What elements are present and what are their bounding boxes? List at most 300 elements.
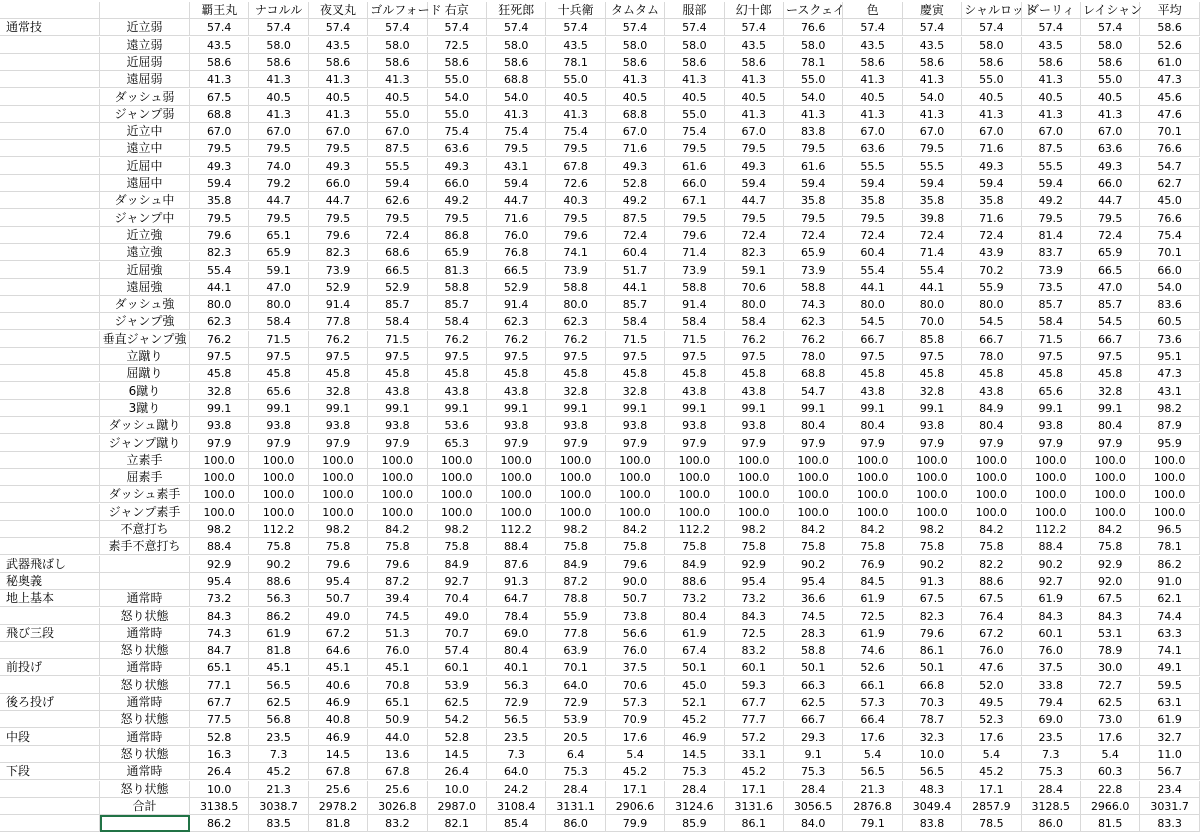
value-cell[interactable]: 49.0: [309, 608, 368, 625]
value-cell[interactable]: 3026.8: [368, 798, 427, 815]
value-cell[interactable]: 74.1: [546, 244, 605, 261]
value-cell[interactable]: 87.9: [1140, 417, 1199, 434]
value-cell[interactable]: 100.0: [1022, 452, 1081, 469]
value-cell[interactable]: 93.8: [309, 417, 368, 434]
value-cell[interactable]: 50.1: [665, 659, 724, 676]
value-cell[interactable]: 44.7: [487, 192, 546, 209]
subcategory-cell[interactable]: 近屈強: [100, 262, 190, 279]
value-cell[interactable]: 66.7: [784, 711, 843, 728]
value-cell[interactable]: 99.1: [368, 400, 427, 417]
category-cell[interactable]: [0, 642, 100, 659]
value-cell[interactable]: 60.3: [1081, 763, 1140, 780]
value-cell[interactable]: 85.7: [1081, 296, 1140, 313]
subcategory-cell[interactable]: 怒り状態: [100, 781, 190, 798]
value-cell[interactable]: 100.0: [725, 469, 784, 486]
value-cell[interactable]: 45.2: [962, 763, 1021, 780]
value-cell[interactable]: 72.4: [843, 227, 902, 244]
value-cell[interactable]: 65.1: [190, 659, 249, 676]
value-cell[interactable]: 78.8: [546, 590, 605, 607]
value-cell[interactable]: 58.6: [606, 54, 665, 71]
value-cell[interactable]: 80.4: [843, 417, 902, 434]
value-cell[interactable]: 75.3: [784, 763, 843, 780]
value-cell[interactable]: 62.1: [1140, 590, 1199, 607]
value-cell[interactable]: 41.3: [725, 106, 784, 123]
value-cell[interactable]: 67.0: [309, 123, 368, 140]
value-cell[interactable]: 79.5: [665, 210, 724, 227]
subcategory-cell[interactable]: 遠屈中: [100, 175, 190, 192]
value-cell[interactable]: 100.0: [725, 504, 784, 521]
value-cell[interactable]: 97.9: [725, 435, 784, 452]
value-cell[interactable]: 2966.0: [1081, 798, 1140, 815]
value-cell[interactable]: 59.4: [725, 175, 784, 192]
value-cell[interactable]: 60.4: [843, 244, 902, 261]
value-cell[interactable]: 100.0: [843, 469, 902, 486]
value-cell[interactable]: 83.2: [725, 642, 784, 659]
value-cell[interactable]: 45.8: [428, 365, 487, 382]
value-cell[interactable]: 62.3: [487, 313, 546, 330]
value-cell[interactable]: 57.3: [606, 694, 665, 711]
value-cell[interactable]: 44.1: [606, 279, 665, 296]
value-cell[interactable]: 75.4: [546, 123, 605, 140]
value-cell[interactable]: 40.5: [725, 89, 784, 106]
value-cell[interactable]: 50.1: [903, 659, 962, 676]
value-cell[interactable]: 66.7: [843, 331, 902, 348]
value-cell[interactable]: 35.8: [843, 192, 902, 209]
value-cell[interactable]: 24.2: [487, 781, 546, 798]
category-cell[interactable]: [0, 158, 100, 175]
value-cell[interactable]: 3124.6: [665, 798, 724, 815]
value-cell[interactable]: 61.9: [249, 625, 308, 642]
value-cell[interactable]: 80.4: [962, 417, 1021, 434]
value-cell[interactable]: 57.4: [309, 19, 368, 36]
value-cell[interactable]: 84.5: [843, 573, 902, 590]
value-cell[interactable]: 33.8: [1022, 677, 1081, 694]
value-cell[interactable]: 41.3: [309, 71, 368, 88]
value-cell[interactable]: 71.5: [606, 331, 665, 348]
value-cell[interactable]: 75.8: [1081, 538, 1140, 555]
value-cell[interactable]: 21.3: [249, 781, 308, 798]
value-cell[interactable]: 75.8: [309, 538, 368, 555]
value-cell[interactable]: 65.9: [428, 244, 487, 261]
value-cell[interactable]: 100.0: [190, 486, 249, 503]
value-cell[interactable]: 58.6: [1022, 54, 1081, 71]
value-cell[interactable]: 73.0: [1081, 711, 1140, 728]
value-cell[interactable]: 32.8: [190, 383, 249, 400]
value-cell[interactable]: 35.8: [903, 192, 962, 209]
value-cell[interactable]: 82.3: [903, 608, 962, 625]
value-cell[interactable]: 66.4: [843, 711, 902, 728]
value-cell[interactable]: 67.2: [309, 625, 368, 642]
value-cell[interactable]: 17.1: [606, 781, 665, 798]
value-cell[interactable]: 73.9: [309, 262, 368, 279]
value-cell[interactable]: 43.8: [428, 383, 487, 400]
value-cell[interactable]: 57.4: [249, 19, 308, 36]
value-cell[interactable]: 59.4: [903, 175, 962, 192]
category-cell[interactable]: [0, 348, 100, 365]
value-cell[interactable]: 45.8: [606, 365, 665, 382]
value-cell[interactable]: 28.3: [784, 625, 843, 642]
value-cell[interactable]: 100.0: [725, 452, 784, 469]
value-cell[interactable]: 97.9: [487, 435, 546, 452]
value-cell[interactable]: 97.5: [843, 348, 902, 365]
value-cell[interactable]: 100.0: [1081, 452, 1140, 469]
subcategory-cell[interactable]: ダッシュ強: [100, 296, 190, 313]
subcategory-cell[interactable]: 遠屈強: [100, 279, 190, 296]
value-cell[interactable]: 45.8: [249, 365, 308, 382]
value-cell[interactable]: 58.6: [962, 54, 1021, 71]
value-cell[interactable]: 17.6: [962, 729, 1021, 746]
value-cell[interactable]: 17.1: [725, 781, 784, 798]
value-cell[interactable]: 100.0: [665, 469, 724, 486]
value-cell[interactable]: 66.5: [1081, 262, 1140, 279]
value-cell[interactable]: 99.1: [903, 400, 962, 417]
value-cell[interactable]: 93.8: [903, 417, 962, 434]
value-cell[interactable]: 81.8: [309, 815, 368, 832]
value-cell[interactable]: 80.0: [249, 296, 308, 313]
value-cell[interactable]: 100.0: [1022, 469, 1081, 486]
value-cell[interactable]: 79.6: [903, 625, 962, 642]
value-cell[interactable]: 55.4: [843, 262, 902, 279]
value-cell[interactable]: 98.2: [546, 521, 605, 538]
value-cell[interactable]: 72.9: [546, 694, 605, 711]
value-cell[interactable]: 52.1: [665, 694, 724, 711]
value-cell[interactable]: 79.6: [309, 556, 368, 573]
value-cell[interactable]: 48.3: [903, 781, 962, 798]
category-cell[interactable]: [0, 608, 100, 625]
value-cell[interactable]: 56.5: [249, 677, 308, 694]
value-cell[interactable]: 40.5: [1022, 89, 1081, 106]
value-cell[interactable]: 100.0: [1140, 452, 1199, 469]
value-cell[interactable]: 67.0: [843, 123, 902, 140]
value-cell[interactable]: 92.9: [190, 556, 249, 573]
value-cell[interactable]: 3108.4: [487, 798, 546, 815]
category-cell[interactable]: [0, 711, 100, 728]
value-cell[interactable]: 58.4: [249, 313, 308, 330]
value-cell[interactable]: 66.3: [784, 677, 843, 694]
value-cell[interactable]: 74.4: [1140, 608, 1199, 625]
value-cell[interactable]: 80.4: [784, 417, 843, 434]
value-cell[interactable]: 67.0: [725, 123, 784, 140]
value-cell[interactable]: 20.5: [546, 729, 605, 746]
value-cell[interactable]: 75.8: [665, 538, 724, 555]
value-cell[interactable]: 3138.5: [190, 798, 249, 815]
value-cell[interactable]: 52.6: [1140, 37, 1199, 54]
value-cell[interactable]: 80.0: [843, 296, 902, 313]
value-cell[interactable]: 43.5: [843, 37, 902, 54]
value-cell[interactable]: 56.3: [487, 677, 546, 694]
value-cell[interactable]: 100.0: [903, 486, 962, 503]
value-cell[interactable]: 74.3: [784, 296, 843, 313]
subcategory-cell[interactable]: ジャンプ弱: [100, 106, 190, 123]
subcategory-cell[interactable]: ダッシュ蹴り: [100, 417, 190, 434]
value-cell[interactable]: 69.0: [487, 625, 546, 642]
value-cell[interactable]: 52.6: [843, 659, 902, 676]
value-cell[interactable]: 75.8: [725, 538, 784, 555]
value-cell[interactable]: 100.0: [249, 452, 308, 469]
value-cell[interactable]: 100.0: [546, 486, 605, 503]
value-cell[interactable]: 39.4: [368, 590, 427, 607]
value-cell[interactable]: 49.5: [962, 694, 1021, 711]
value-cell[interactable]: 81.4: [1022, 227, 1081, 244]
value-cell[interactable]: 58.8: [784, 642, 843, 659]
value-cell[interactable]: 41.3: [784, 106, 843, 123]
value-cell[interactable]: 56.6: [606, 625, 665, 642]
value-cell[interactable]: 100.0: [1140, 469, 1199, 486]
value-cell[interactable]: 59.4: [190, 175, 249, 192]
value-cell[interactable]: 55.4: [903, 262, 962, 279]
value-cell[interactable]: 58.6: [190, 54, 249, 71]
value-cell[interactable]: 57.4: [725, 19, 784, 36]
value-cell[interactable]: 62.5: [1081, 694, 1140, 711]
value-cell[interactable]: 87.5: [606, 210, 665, 227]
value-cell[interactable]: 76.2: [487, 331, 546, 348]
value-cell[interactable]: 97.5: [309, 348, 368, 365]
value-cell[interactable]: 100.0: [249, 486, 308, 503]
value-cell[interactable]: 58.6: [249, 54, 308, 71]
value-cell[interactable]: 37.5: [1022, 659, 1081, 676]
value-cell[interactable]: 90.0: [606, 573, 665, 590]
value-cell[interactable]: 28.4: [546, 781, 605, 798]
value-cell[interactable]: 41.3: [843, 106, 902, 123]
value-cell[interactable]: 32.8: [546, 383, 605, 400]
value-cell[interactable]: 32.8: [309, 383, 368, 400]
value-cell[interactable]: 58.0: [1081, 37, 1140, 54]
value-cell[interactable]: 72.5: [725, 625, 784, 642]
value-cell[interactable]: 61.9: [665, 625, 724, 642]
value-cell[interactable]: 65.3: [428, 435, 487, 452]
value-cell[interactable]: 50.7: [309, 590, 368, 607]
value-cell[interactable]: 76.2: [428, 331, 487, 348]
value-cell[interactable]: 100.0: [428, 504, 487, 521]
value-cell[interactable]: 47.6: [962, 659, 1021, 676]
category-cell[interactable]: [0, 210, 100, 227]
value-cell[interactable]: 40.5: [606, 89, 665, 106]
value-cell[interactable]: 32.8: [1081, 383, 1140, 400]
value-cell[interactable]: 41.3: [1022, 106, 1081, 123]
value-cell[interactable]: 79.5: [725, 210, 784, 227]
value-cell[interactable]: 54.7: [1140, 158, 1199, 175]
value-cell[interactable]: 77.7: [725, 711, 784, 728]
subcategory-cell[interactable]: [100, 573, 190, 590]
value-cell[interactable]: 65.6: [1022, 383, 1081, 400]
value-cell[interactable]: 71.4: [903, 244, 962, 261]
value-cell[interactable]: 56.7: [1140, 763, 1199, 780]
value-cell[interactable]: 100.0: [843, 452, 902, 469]
value-cell[interactable]: 68.8: [784, 365, 843, 382]
value-cell[interactable]: 52.8: [606, 175, 665, 192]
value-cell[interactable]: 97.9: [190, 435, 249, 452]
value-cell[interactable]: 87.6: [487, 556, 546, 573]
value-cell[interactable]: 59.1: [725, 262, 784, 279]
value-cell[interactable]: 76.2: [190, 331, 249, 348]
value-cell[interactable]: 100.0: [962, 452, 1021, 469]
value-cell[interactable]: 71.5: [249, 331, 308, 348]
value-cell[interactable]: 10.0: [428, 781, 487, 798]
value-cell[interactable]: 55.5: [843, 158, 902, 175]
value-cell[interactable]: 96.5: [1140, 521, 1199, 538]
value-cell[interactable]: 100.0: [309, 486, 368, 503]
value-cell[interactable]: 88.6: [962, 573, 1021, 590]
value-cell[interactable]: 79.4: [1022, 694, 1081, 711]
value-cell[interactable]: 73.6: [1140, 331, 1199, 348]
header-cell[interactable]: 狂死郎: [487, 2, 546, 19]
value-cell[interactable]: 112.2: [487, 521, 546, 538]
value-cell[interactable]: 39.8: [903, 210, 962, 227]
value-cell[interactable]: 88.6: [665, 573, 724, 590]
value-cell[interactable]: 25.6: [309, 781, 368, 798]
value-cell[interactable]: 93.8: [665, 417, 724, 434]
category-cell[interactable]: 秘奥義: [0, 573, 100, 590]
value-cell[interactable]: 77.5: [190, 711, 249, 728]
value-cell[interactable]: 74.1: [1140, 642, 1199, 659]
value-cell[interactable]: 97.5: [903, 348, 962, 365]
value-cell[interactable]: 21.3: [843, 781, 902, 798]
subcategory-cell[interactable]: 怒り状態: [100, 608, 190, 625]
value-cell[interactable]: 40.5: [665, 89, 724, 106]
value-cell[interactable]: 62.6: [368, 192, 427, 209]
value-cell[interactable]: 100.0: [1140, 504, 1199, 521]
value-cell[interactable]: 54.0: [1140, 279, 1199, 296]
value-cell[interactable]: 55.5: [1022, 158, 1081, 175]
value-cell[interactable]: 100.0: [428, 486, 487, 503]
value-cell[interactable]: 62.5: [249, 694, 308, 711]
value-cell[interactable]: 40.3: [546, 192, 605, 209]
value-cell[interactable]: 59.3: [725, 677, 784, 694]
value-cell[interactable]: 84.3: [190, 608, 249, 625]
value-cell[interactable]: 26.4: [190, 763, 249, 780]
value-cell[interactable]: 100.0: [962, 486, 1021, 503]
value-cell[interactable]: 58.4: [368, 313, 427, 330]
value-cell[interactable]: 74.3: [190, 625, 249, 642]
value-cell[interactable]: 78.0: [784, 348, 843, 365]
value-cell[interactable]: 76.0: [1022, 642, 1081, 659]
value-cell[interactable]: 59.4: [784, 175, 843, 192]
value-cell[interactable]: 47.0: [249, 279, 308, 296]
value-cell[interactable]: 67.0: [1022, 123, 1081, 140]
value-cell[interactable]: 73.2: [725, 590, 784, 607]
value-cell[interactable]: 58.4: [606, 313, 665, 330]
value-cell[interactable]: 52.9: [368, 279, 427, 296]
value-cell[interactable]: 70.9: [606, 711, 665, 728]
subcategory-cell[interactable]: 3蹴り: [100, 400, 190, 417]
value-cell[interactable]: 23.4: [1140, 781, 1199, 798]
value-cell[interactable]: 100.0: [487, 486, 546, 503]
value-cell[interactable]: 67.0: [368, 123, 427, 140]
value-cell[interactable]: 58.0: [487, 37, 546, 54]
value-cell[interactable]: 100.0: [546, 469, 605, 486]
subcategory-cell[interactable]: 近屈弱: [100, 54, 190, 71]
value-cell[interactable]: 100.0: [368, 504, 427, 521]
category-cell[interactable]: 後ろ投げ: [0, 694, 100, 711]
value-cell[interactable]: 49.3: [309, 158, 368, 175]
value-cell[interactable]: 112.2: [249, 521, 308, 538]
category-cell[interactable]: [0, 677, 100, 694]
subcategory-cell[interactable]: [100, 815, 190, 832]
value-cell[interactable]: 23.5: [249, 729, 308, 746]
value-cell[interactable]: 69.0: [1022, 711, 1081, 728]
value-cell[interactable]: 100.0: [725, 486, 784, 503]
value-cell[interactable]: 100.0: [309, 452, 368, 469]
header-cell[interactable]: 平均: [1140, 2, 1199, 19]
value-cell[interactable]: 45.8: [843, 365, 902, 382]
header-cell[interactable]: ゴルフォード: [370, 3, 442, 17]
value-cell[interactable]: 76.6: [1140, 210, 1199, 227]
value-cell[interactable]: 3031.7: [1140, 798, 1199, 815]
value-cell[interactable]: 64.7: [487, 590, 546, 607]
subcategory-cell[interactable]: 通常時: [100, 625, 190, 642]
value-cell[interactable]: 79.6: [368, 556, 427, 573]
value-cell[interactable]: 78.1: [546, 54, 605, 71]
value-cell[interactable]: 98.2: [309, 521, 368, 538]
header-cell[interactable]: ダーリィ: [1022, 2, 1081, 19]
category-cell[interactable]: 地上基本: [0, 590, 100, 607]
value-cell[interactable]: 47.0: [1081, 279, 1140, 296]
value-cell[interactable]: 52.9: [487, 279, 546, 296]
value-cell[interactable]: 35.8: [784, 192, 843, 209]
value-cell[interactable]: 80.0: [546, 296, 605, 313]
value-cell[interactable]: 58.0: [368, 37, 427, 54]
value-cell[interactable]: 100.0: [784, 504, 843, 521]
value-cell[interactable]: 49.2: [1022, 192, 1081, 209]
value-cell[interactable]: 44.7: [249, 192, 308, 209]
value-cell[interactable]: 80.0: [725, 296, 784, 313]
value-cell[interactable]: 40.1: [487, 659, 546, 676]
value-cell[interactable]: 23.5: [487, 729, 546, 746]
value-cell[interactable]: 100.0: [784, 486, 843, 503]
subcategory-cell[interactable]: 近立中: [100, 123, 190, 140]
value-cell[interactable]: 95.4: [309, 573, 368, 590]
value-cell[interactable]: 67.0: [190, 123, 249, 140]
value-cell[interactable]: 93.8: [249, 417, 308, 434]
value-cell[interactable]: 49.3: [962, 158, 1021, 175]
value-cell[interactable]: 60.1: [1022, 625, 1081, 642]
value-cell[interactable]: 79.5: [546, 140, 605, 157]
value-cell[interactable]: 65.1: [249, 227, 308, 244]
value-cell[interactable]: 59.4: [368, 175, 427, 192]
value-cell[interactable]: 85.4: [487, 815, 546, 832]
value-cell[interactable]: 59.4: [1022, 175, 1081, 192]
value-cell[interactable]: 97.5: [606, 348, 665, 365]
subcategory-cell[interactable]: 6蹴り: [100, 383, 190, 400]
value-cell[interactable]: 99.1: [249, 400, 308, 417]
value-cell[interactable]: 77.8: [546, 625, 605, 642]
value-cell[interactable]: 47.6: [1140, 106, 1199, 123]
value-cell[interactable]: 45.8: [903, 365, 962, 382]
value-cell[interactable]: 32.7: [1140, 729, 1199, 746]
value-cell[interactable]: 84.2: [606, 521, 665, 538]
value-cell[interactable]: 43.8: [843, 383, 902, 400]
category-cell[interactable]: 下段: [0, 763, 100, 780]
value-cell[interactable]: 65.6: [249, 383, 308, 400]
value-cell[interactable]: 100.0: [903, 504, 962, 521]
value-cell[interactable]: 55.5: [368, 158, 427, 175]
value-cell[interactable]: 79.5: [249, 140, 308, 157]
value-cell[interactable]: 79.5: [309, 140, 368, 157]
value-cell[interactable]: 56.3: [249, 590, 308, 607]
value-cell[interactable]: 53.9: [428, 677, 487, 694]
value-cell[interactable]: 17.1: [962, 781, 1021, 798]
value-cell[interactable]: 97.5: [428, 348, 487, 365]
value-cell[interactable]: 97.5: [368, 348, 427, 365]
value-cell[interactable]: 84.9: [428, 556, 487, 573]
value-cell[interactable]: 98.2: [903, 521, 962, 538]
value-cell[interactable]: 86.1: [903, 642, 962, 659]
value-cell[interactable]: 41.3: [665, 71, 724, 88]
value-cell[interactable]: 22.8: [1081, 781, 1140, 798]
value-cell[interactable]: 75.8: [606, 538, 665, 555]
value-cell[interactable]: 55.5: [903, 158, 962, 175]
value-cell[interactable]: 100.0: [249, 504, 308, 521]
